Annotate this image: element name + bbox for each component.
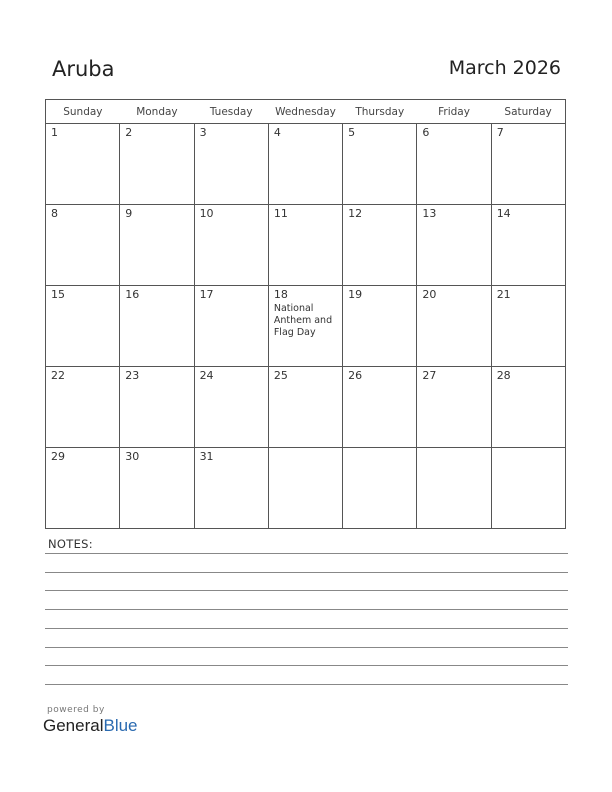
day-cell bbox=[343, 286, 417, 367]
day-number: 7 bbox=[496, 126, 504, 139]
day-number: 8 bbox=[51, 207, 58, 220]
day-cell bbox=[268, 286, 342, 367]
day-cell bbox=[46, 205, 120, 286]
day-number: 22 bbox=[51, 369, 65, 382]
day-number: 14 bbox=[496, 207, 511, 220]
day-cell bbox=[417, 205, 491, 286]
day-number: 16 bbox=[125, 288, 140, 301]
day-cell bbox=[120, 205, 194, 286]
month-year-title: March 2026 bbox=[448, 57, 561, 79]
calendar-grid bbox=[45, 99, 566, 529]
day-cell bbox=[46, 124, 120, 205]
day-cell bbox=[46, 367, 120, 448]
day-cell bbox=[417, 286, 491, 367]
calendar-body bbox=[46, 124, 566, 529]
day-number: 21 bbox=[496, 288, 511, 301]
day-number: 1 bbox=[51, 126, 58, 139]
day-number: 30 bbox=[125, 450, 140, 463]
day-number: 5 bbox=[348, 126, 356, 139]
day-cell bbox=[417, 124, 491, 205]
weekday-friday: Friday bbox=[417, 100, 491, 124]
day-cell bbox=[491, 448, 565, 529]
day-cell bbox=[120, 124, 194, 205]
week-row bbox=[46, 448, 566, 529]
week-row bbox=[46, 367, 566, 448]
brand-general: General bbox=[43, 716, 104, 735]
weekday-monday: Monday bbox=[120, 100, 194, 124]
day-cell bbox=[120, 448, 194, 529]
day-number: 12 bbox=[348, 207, 363, 220]
note-line bbox=[45, 628, 568, 629]
note-line bbox=[45, 609, 568, 610]
day-number: 10 bbox=[199, 207, 214, 220]
day-number: 15 bbox=[51, 288, 65, 301]
day-number: 31 bbox=[199, 450, 214, 463]
notes-label: NOTES: bbox=[48, 537, 93, 551]
day-cell bbox=[343, 448, 417, 529]
day-cell bbox=[120, 286, 194, 367]
day-cell bbox=[491, 205, 565, 286]
week-row bbox=[46, 286, 566, 367]
day-cell bbox=[417, 367, 491, 448]
day-cell bbox=[491, 367, 565, 448]
weekday-thursday: Thursday bbox=[343, 100, 417, 124]
day-cell bbox=[194, 205, 268, 286]
brand-logo[interactable] bbox=[43, 716, 138, 736]
week-row bbox=[46, 205, 566, 286]
day-cell bbox=[46, 448, 120, 529]
day-number: 24 bbox=[199, 369, 214, 382]
week-row bbox=[46, 124, 566, 205]
day-cell bbox=[194, 448, 268, 529]
weekday-sunday: Sunday bbox=[46, 100, 120, 124]
day-number: 13 bbox=[422, 207, 437, 220]
day-number: 9 bbox=[125, 207, 133, 220]
note-line bbox=[45, 665, 568, 666]
day-number: 4 bbox=[273, 126, 281, 139]
note-line bbox=[45, 590, 568, 591]
day-number: 6 bbox=[422, 126, 430, 139]
powered-by-text: powered by bbox=[47, 705, 105, 715]
day-number: 25 bbox=[273, 369, 288, 382]
note-line bbox=[45, 572, 568, 573]
day-cell bbox=[268, 205, 342, 286]
weekday-saturday: Saturday bbox=[491, 100, 565, 124]
day-number: 20 bbox=[422, 288, 437, 301]
day-cell bbox=[491, 286, 565, 367]
day-cell bbox=[268, 124, 342, 205]
day-number: 27 bbox=[422, 369, 437, 382]
day-cell bbox=[343, 124, 417, 205]
day-number: 3 bbox=[199, 126, 207, 139]
day-number: 19 bbox=[348, 288, 363, 301]
brand-blue: Blue bbox=[103, 716, 138, 735]
day-cell bbox=[120, 367, 194, 448]
day-cell bbox=[343, 205, 417, 286]
day-cell bbox=[194, 367, 268, 448]
day-number: 23 bbox=[125, 369, 140, 382]
day-number: 17 bbox=[199, 288, 214, 301]
note-line bbox=[45, 647, 568, 648]
day-number: 2 bbox=[125, 126, 133, 139]
day-cell bbox=[268, 367, 342, 448]
holiday-label: National Anthem and Flag Day bbox=[273, 303, 333, 338]
day-cell bbox=[268, 448, 342, 529]
weekday-tuesday: Tuesday bbox=[194, 100, 268, 124]
day-number: 18 bbox=[273, 288, 288, 301]
country-title: Aruba bbox=[52, 57, 115, 81]
note-line bbox=[45, 553, 568, 554]
day-number: 26 bbox=[348, 369, 363, 382]
day-cell bbox=[194, 286, 268, 367]
day-cell bbox=[491, 124, 565, 205]
day-cell bbox=[194, 124, 268, 205]
weekday-header-row bbox=[46, 100, 566, 124]
day-number: 29 bbox=[51, 450, 65, 463]
day-cell bbox=[343, 367, 417, 448]
day-cell bbox=[417, 448, 491, 529]
day-cell bbox=[46, 286, 120, 367]
day-number: 28 bbox=[496, 369, 511, 382]
weekday-wednesday: Wednesday bbox=[268, 100, 342, 124]
note-line bbox=[45, 684, 568, 685]
day-number: 11 bbox=[273, 207, 288, 220]
